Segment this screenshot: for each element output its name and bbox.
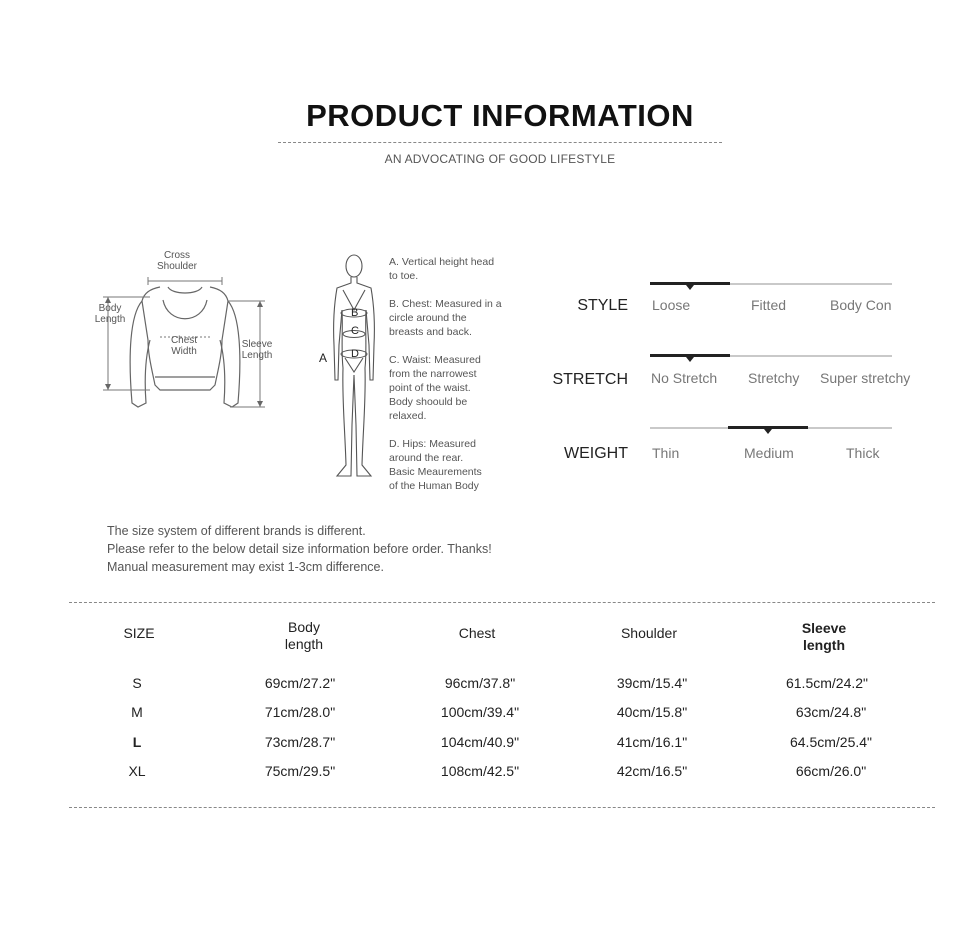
table-cell: 40cm/15.8" <box>616 704 688 720</box>
table-cell: 41cm/16.1" <box>616 734 688 750</box>
style-option-loose: Loose <box>652 297 691 313</box>
chest-width-label: Chest Width <box>170 335 198 357</box>
style-option-fitted: Fitted <box>751 297 787 313</box>
note-hips: D. Hips: Measured around the rear. Basic Meaurements of the Human Body <box>389 438 482 492</box>
header-size: SIZE <box>123 625 155 641</box>
table-cell: 71cm/28.0" <box>264 704 336 720</box>
weight-label: WEIGHT <box>564 445 628 462</box>
table-top-divider <box>69 602 935 603</box>
sleeve-length-label: Sleeve Length <box>241 339 273 361</box>
weight-scale <box>650 427 892 429</box>
style-selected-marker <box>650 282 730 285</box>
table-cell: 108cm/42.5" <box>440 763 520 779</box>
disclaimer-line: Please refer to the below detail size information before order. Thanks! <box>107 542 492 556</box>
title-divider <box>278 142 722 143</box>
table-cell: 96cm/37.8" <box>444 675 516 691</box>
measurement-notes <box>389 255 519 507</box>
table-bottom-divider <box>69 807 935 808</box>
table-cell: 39cm/15.4" <box>616 675 688 691</box>
weight-option-thin: Thin <box>652 445 680 461</box>
body-length-label: Body Length <box>94 303 126 325</box>
stretch-selected-marker <box>650 354 730 357</box>
header-shoulder: Shoulder <box>620 625 678 641</box>
table-cell: 75cm/29.5" <box>264 763 336 779</box>
size-cell: XL <box>128 763 146 779</box>
table-cell: 69cm/27.2" <box>264 675 336 691</box>
marker-a: A <box>319 351 328 365</box>
table-cell: 66cm/26.0" <box>795 763 867 779</box>
marker-b: B <box>351 307 359 319</box>
stretch-option-stretchy: Stretchy <box>748 370 800 386</box>
stretch-label: STRETCH <box>552 371 628 388</box>
style-scale <box>650 283 892 285</box>
page-subtitle: AN ADVOCATING OF GOOD LIFESTYLE <box>384 152 616 166</box>
stretch-scale <box>650 355 892 357</box>
size-disclaimer <box>107 522 492 576</box>
cross-shoulder-label: Cross Shoulder <box>156 250 198 272</box>
table-cell: 73cm/28.7" <box>264 734 336 750</box>
table-cell: 64.5cm/25.4" <box>789 734 873 750</box>
stretch-option-super-stretchy: Super stretchy <box>820 370 911 386</box>
table-cell: 61.5cm/24.2" <box>785 675 869 691</box>
table-cell: 100cm/39.4" <box>440 704 520 720</box>
weight-option-thick: Thick <box>846 445 880 461</box>
note-chest: B. Chest: Measured in a circle around the breasts and back. <box>389 298 502 338</box>
header-chest: Chest <box>458 625 496 641</box>
header-body-length: Body length <box>284 619 324 652</box>
marker-c: C <box>351 325 359 337</box>
style-label: STYLE <box>577 297 628 314</box>
weight-option-medium: Medium <box>744 445 794 461</box>
size-cell: M <box>131 704 143 720</box>
size-cell: S <box>132 675 142 691</box>
disclaimer-line: The size system of different brands is different. <box>107 524 366 538</box>
table-cell: 63cm/24.8" <box>795 704 867 720</box>
header-sleeve-length: Sleeve length <box>801 620 847 653</box>
weight-selected-marker <box>728 426 808 429</box>
note-waist: C. Waist: Measured from the narrowest point of the waist. Body shoould be relaxed. <box>389 354 481 422</box>
body-figure-diagram <box>325 250 380 482</box>
page-title: PRODUCT INFORMATION <box>306 98 694 133</box>
note-height: A. Vertical height head to toe. <box>389 256 495 282</box>
stretch-option-no-stretch: No Stretch <box>651 370 718 386</box>
table-cell: 104cm/40.9" <box>440 734 520 750</box>
size-cell: L <box>132 734 142 750</box>
disclaimer-line: Manual measurement may exist 1-3cm difference. <box>107 560 384 574</box>
style-option-body-con: Body Con <box>830 297 892 313</box>
marker-d: D <box>351 348 359 360</box>
table-cell: 42cm/16.5" <box>616 763 688 779</box>
